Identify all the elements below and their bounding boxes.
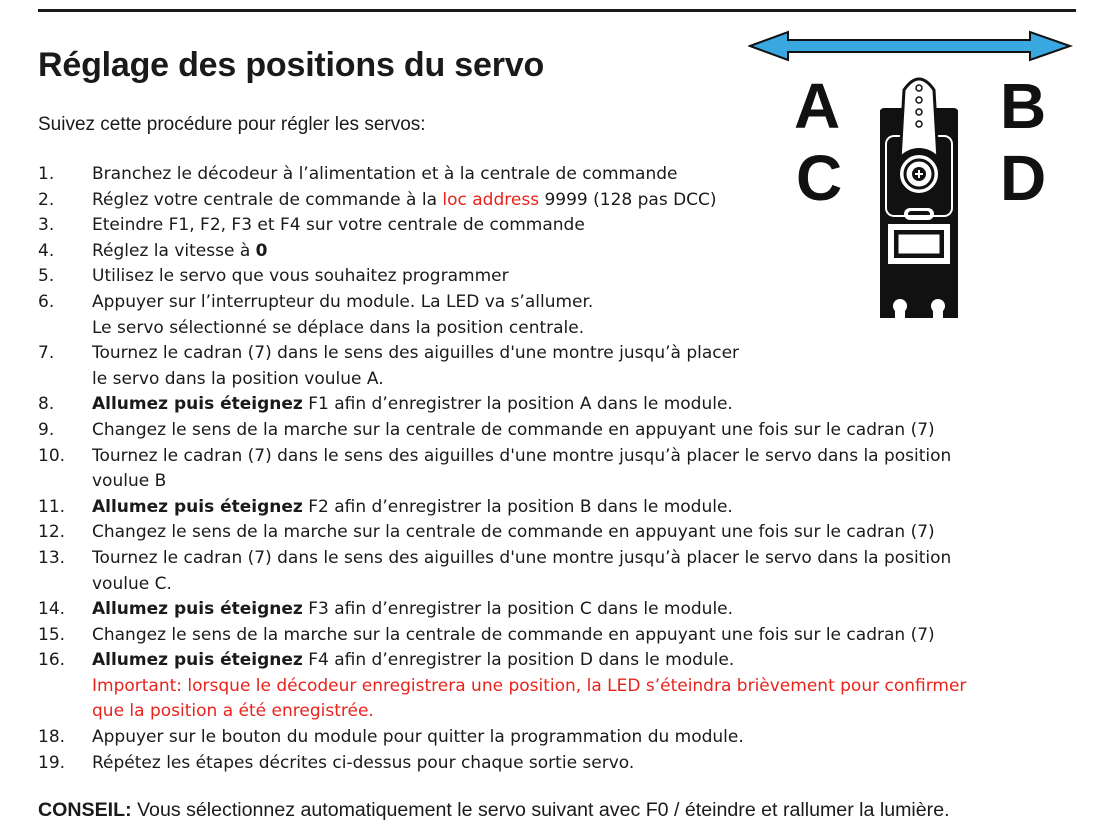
tip-text: Vous sélectionnez automatiquement le servo suivant avec F0 / éteindre et rallumer la lumière. [131,799,950,821]
step-text: Eteindre F1, F2, F3 et F4 sur votre centrale de commande [92,215,585,236]
step-emphasis: Allumez puis éteignez [92,599,303,620]
step-emphasis: Allumez puis éteignez [92,394,303,415]
step-item [38,623,998,649]
step-highlight: loc address [442,189,540,210]
step-number: 16. [38,650,66,671]
step-emphasis: 0 [255,240,268,261]
double-arrow-icon [750,32,1070,60]
step-item [38,520,998,546]
step-item [38,495,998,521]
step-text: le servo dans la position voulue A. [92,368,384,389]
step-number: 18. [38,727,66,748]
step-text: Branchez le décodeur à l’alimentation et à la centrale de commande [92,164,678,184]
step-highlight: Important: lorsque le décodeur enregistrera une position, la LED s’éteindra brièvement pour confirmer [92,675,967,696]
step-text: F2 afin d’enregistrer la position B dans le module. [302,496,733,517]
step-text: Changez le sens de la marche sur la centrale de commande en appuyant une fois sur le cadran (7) [92,522,935,543]
step-emphasis: Allumez puis éteignez [92,496,303,517]
step-number: 7. [38,343,55,364]
step-item [38,597,998,623]
step-text: F3 afin d’enregistrer la position C dans le module. [302,599,734,620]
step-text: Tournez le cadran (7) dans le sens des aiguilles d'une montre jusqu’à placer le servo dans la position [92,547,952,568]
step-number: 1. [38,164,55,184]
step-text: Réglez votre centrale de commande à la [92,189,443,210]
step-text: voulue C. [92,573,172,594]
step-item [38,444,998,495]
step-number: 13. [38,547,66,568]
step-text: Changez le sens de la marche sur la centrale de commande en appuyant une fois sur le cadran (7) [92,419,935,440]
header-rule [38,9,1076,12]
intro-text: Suivez cette procédure pour régler les servos: [38,114,426,135]
step-text: Appuyer sur l’interrupteur du module. La LED va s’allumer. [92,291,594,312]
step-text: F1 afin d’enregistrer la position A dans le module. [302,394,733,415]
step-number: 15. [38,624,66,645]
step-text: voulue B [92,471,167,492]
step-text: Changez le sens de la marche sur la centrale de commande en appuyant une fois sur le cadran (7) [92,624,935,645]
step-text: Répétez les étapes décrites ci-dessus pour chaque sortie servo. [92,752,635,773]
procedure-steps [38,162,998,776]
tip-note [38,799,950,822]
position-label-b: B [1000,70,1047,142]
step-item [38,751,998,777]
step-number: 3. [38,215,55,236]
step-number: 9. [38,419,55,440]
step-text: Réglez la vitesse à [92,240,256,261]
step-item [38,290,998,341]
step-item [38,392,998,418]
step-text: 9999 (128 pas DCC) [539,189,717,210]
step-item [38,546,998,597]
step-number: 11. [38,496,66,517]
step-item [38,418,998,444]
step-text: Utilisez le servo que vous souhaitez programmer [92,266,509,287]
step-text: Tournez le cadran (7) dans le sens des aiguilles d'une montre jusqu’à placer le servo dans la position [92,445,952,466]
step-number: 5. [38,266,55,287]
step-number: 8. [38,394,55,415]
step-emphasis: Allumez puis éteignez [92,650,303,671]
top-border [38,0,1076,1]
position-label-a: A [794,70,841,142]
step-item [38,648,998,725]
step-item [38,264,998,290]
step-item [38,725,998,751]
step-item [38,239,998,265]
step-highlight: que la position a été enregistrée. [92,701,374,722]
step-number: 10. [38,445,66,466]
tip-label: CONSEIL: [38,799,132,821]
position-label-c: C [796,142,843,214]
step-item [38,188,998,214]
step-text: Appuyer sur le bouton du module pour quitter la programmation du module. [92,727,744,748]
position-label-d: D [1000,142,1047,214]
step-number: 14. [38,599,66,620]
step-number: 12. [38,522,66,543]
step-text: Le servo sélectionné se déplace dans la position centrale. [92,317,585,338]
step-number: 2. [38,189,55,210]
step-text: Tournez le cadran (7) dans le sens des aiguilles d'une montre jusqu’à placer [92,343,740,364]
step-text: F4 afin d’enregistrer la position D dans le module. [302,650,735,671]
step-number: 6. [38,291,55,312]
step-item [38,341,998,392]
page-title: Réglage des positions du servo [38,46,545,84]
step-number: 4. [38,240,55,261]
step-number: 19. [38,752,66,773]
step-item [38,162,998,188]
step-item [38,213,998,239]
